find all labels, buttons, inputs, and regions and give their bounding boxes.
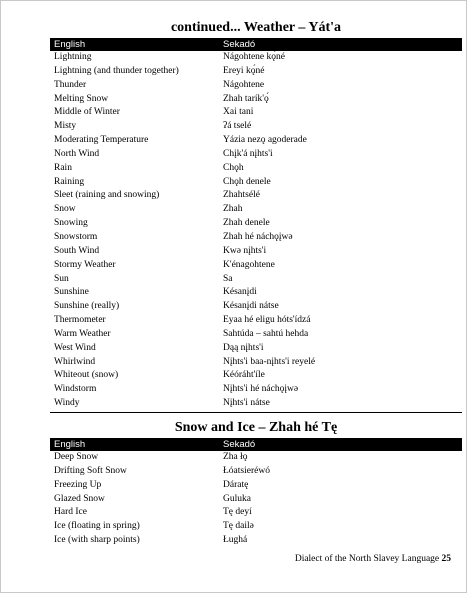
footer-text: Dialect of the North Slavey Language: [294, 554, 440, 564]
english-term: North Wind: [54, 148, 100, 159]
sekado-term: K'énagohtene: [223, 259, 275, 270]
english-term: Snow: [54, 204, 76, 215]
header-english: English: [54, 39, 86, 50]
sekado-term: Tę dailə: [223, 521, 254, 532]
table-row: [50, 65, 462, 79]
sekado-term: Késanįdi nátse: [223, 301, 279, 312]
english-term: Glazed Snow: [54, 493, 105, 504]
english-term: Sleet (raining and snowing): [54, 190, 160, 201]
sekado-term: Guluka: [223, 493, 251, 504]
english-term: West Wind: [54, 342, 96, 353]
sekado-term: Chǫh denele: [223, 176, 271, 187]
sekado-term: Zha łǫ: [223, 452, 248, 462]
weather-section: [50, 18, 462, 413]
sekado-term: Sahtúda – sahtú hehda: [223, 328, 309, 339]
sekado-term: Dąą nįhts'i: [223, 342, 264, 353]
english-term: Rain: [54, 162, 72, 173]
table-row: [50, 465, 462, 479]
sekado-term: Chǫh: [223, 162, 244, 173]
sekado-term: Łughá: [223, 535, 248, 546]
sekado-term: Nįhts'i baa-nįhts'i reyelé: [223, 356, 316, 367]
english-term: Thermometer: [54, 315, 106, 326]
table-row: [50, 273, 462, 287]
table-row: [50, 328, 462, 342]
english-term: Raining: [54, 176, 85, 187]
page-number: 25: [441, 554, 451, 564]
table-row: [50, 176, 462, 190]
table-body: [50, 451, 462, 548]
table-row: [50, 451, 462, 465]
table-header: [50, 438, 462, 451]
english-term: Sun: [54, 273, 69, 284]
table-row: [50, 259, 462, 273]
table-row: [50, 120, 462, 134]
sekado-term: Kéóráht'íle: [223, 370, 265, 381]
table-row: [50, 493, 462, 507]
table-row: [50, 162, 462, 176]
sekado-term: Łóatsieréwó: [223, 465, 270, 476]
header-sekado: Sekadó: [223, 39, 256, 50]
sekado-term: Nįhts'i nátse: [223, 398, 270, 409]
english-term: South Wind: [54, 245, 100, 256]
sekado-term: Nágohtene: [223, 79, 265, 90]
table-row: [50, 356, 462, 370]
sekado-term: Eyaa hé eligu hóts'ídzá: [223, 315, 311, 326]
table-row: [50, 397, 462, 411]
english-term: Stormy Weather: [54, 259, 116, 270]
sekado-term: Kwə nįhts'i: [223, 245, 267, 256]
sekado-term: Tę deyí: [223, 507, 252, 518]
english-term: Whirlwind: [54, 356, 96, 367]
english-term: Whiteout (snow): [54, 370, 119, 381]
header-sekado: Sekadó: [223, 439, 256, 450]
sekado-term: Nágohtene kǫ́né: [223, 52, 285, 62]
sekado-term: Zhah hé náchǫįwə: [223, 231, 293, 242]
table-row: [50, 300, 462, 314]
table-row: [50, 231, 462, 245]
table-row: [50, 479, 462, 493]
table-header: [50, 38, 462, 51]
sekado-term: Zhahtsélé: [223, 190, 260, 201]
english-term: Lightning: [54, 52, 92, 62]
table-row: [50, 148, 462, 162]
sekado-term: Chįk'á nįhts'i: [223, 148, 273, 159]
sekado-term: Xai tani: [223, 107, 254, 118]
sekado-term: Késanįdi: [223, 287, 257, 298]
table-row: [50, 534, 462, 548]
english-term: Windy: [54, 398, 80, 409]
table-body: [50, 51, 462, 411]
english-term: Sunshine (really): [54, 301, 120, 312]
table-row: [50, 93, 462, 107]
english-term: Windstorm: [54, 384, 97, 395]
sekado-term: Zhah denele: [223, 218, 270, 229]
english-term: Melting Snow: [54, 93, 109, 104]
table-row: [50, 51, 462, 65]
sekado-term: Zhah: [223, 204, 243, 215]
sekado-term: Yázia nezǫ agoderade: [223, 135, 307, 146]
english-term: Middle of Winter: [54, 107, 120, 118]
table-row: [50, 383, 462, 397]
table-row: [50, 203, 462, 217]
snow-section: [50, 418, 462, 548]
sekado-term: ʔá tselé: [223, 121, 252, 132]
english-term: Snowstorm: [54, 231, 98, 242]
table-row: [50, 314, 462, 328]
english-term: Freezing Up: [54, 479, 102, 490]
english-term: Misty: [54, 121, 77, 132]
sekado-term: Zhah tarík'ǫ́: [223, 93, 269, 104]
english-term: Warm Weather: [54, 328, 111, 339]
table-row: [50, 79, 462, 93]
table-row: [50, 506, 462, 520]
english-term: Moderating Temperature: [54, 135, 149, 146]
english-term: Deep Snow: [54, 452, 99, 462]
table-row: [50, 520, 462, 534]
sekado-term: Nįhts'i hé náchǫįwə: [223, 384, 299, 395]
english-term: Drifting Soft Snow: [54, 465, 127, 476]
english-term: Thunder: [54, 79, 87, 90]
table-row: [50, 217, 462, 231]
english-term: Lightning (and thunder together): [54, 65, 179, 76]
section-title: continued... Weather – Yát'a: [170, 20, 342, 35]
english-term: Ice (floating in spring): [54, 521, 140, 532]
sekado-term: Sa: [223, 273, 233, 284]
sekado-term: Dáratę: [223, 479, 249, 490]
table-row: [50, 342, 462, 356]
header-english: English: [54, 439, 86, 450]
table-bottom-rule: [50, 412, 462, 413]
page-footer: [295, 554, 451, 564]
english-term: Ice (with sharp points): [54, 535, 140, 546]
section-title: Snow and Ice – Zhah hé Tę: [174, 420, 338, 435]
english-term: Sunshine: [54, 287, 89, 298]
english-term: Snowing: [54, 218, 88, 229]
table-row: [50, 106, 462, 120]
table-row: [50, 369, 462, 383]
sekado-term: Ereyi kǫ́né: [223, 65, 265, 76]
table-row: [50, 245, 462, 259]
table-row: [50, 189, 462, 203]
table-row: [50, 134, 462, 148]
english-term: Hard Ice: [54, 507, 87, 518]
table-row: [50, 286, 462, 300]
